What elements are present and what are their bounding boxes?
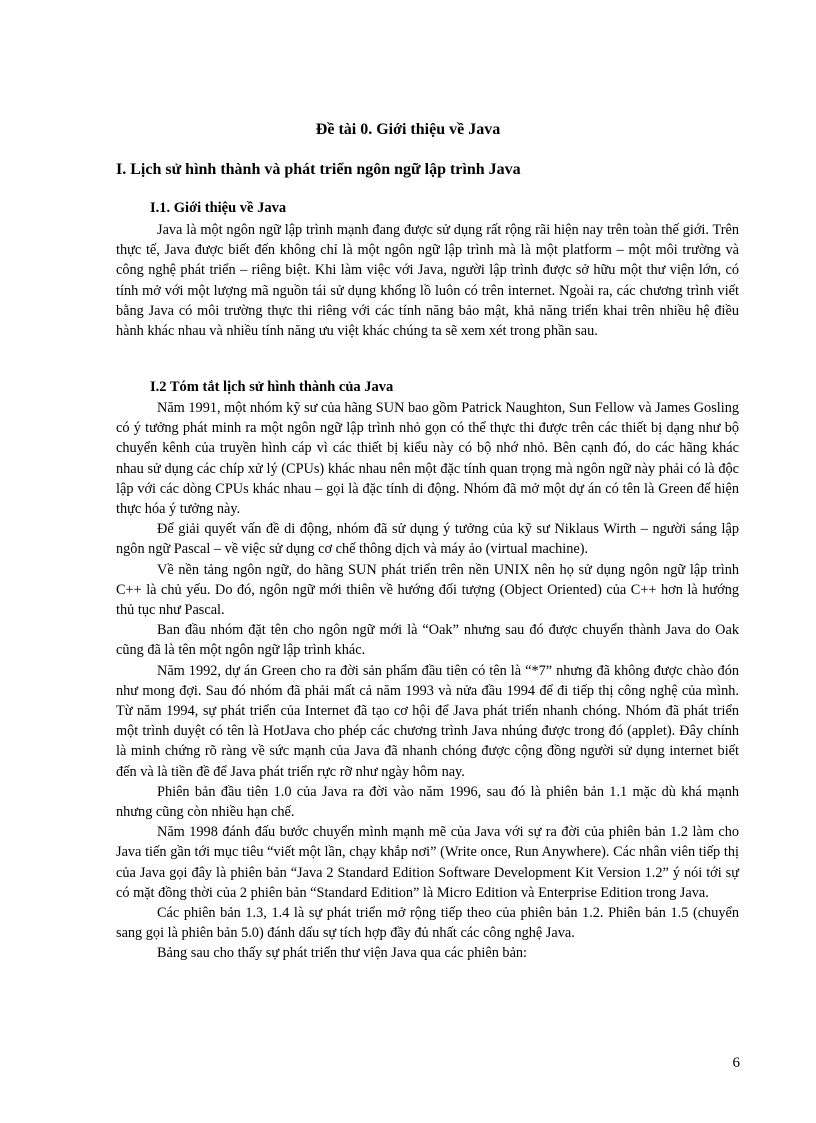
paragraph: Về nền tảng ngôn ngữ, do hãng SUN phát triển trên nền UNIX nên họ sử dụng ngôn ngữ lập trình C++ là chủ yếu. Do đó, ngôn ngữ mới thiên về hướng đối tượng (Object Oriented) của C++ hơn là hướng thủ tục như Pascal. (116, 561, 739, 619)
paragraph: Các phiên bản 1.3, 1.4 là sự phát triển mở rộng tiếp theo của phiên bản 1.2. Phiên bản 1.5 (chuyển sang gọi là phiên bản 5.0) đánh dấu sự tích hợp đầy đủ nhất các công nghệ Java. (116, 905, 739, 942)
paragraph: Để giải quyết vấn đề di động, nhóm đã sử dụng ý tưởng của kỹ sư Niklaus Wirth – người sáng lập ngôn ngữ Pascal – về việc sử dụng cơ chế thông dịch và máy ảo (virtual machine). (116, 521, 739, 558)
paragraph: Phiên bản đầu tiên 1.0 của Java ra đời vào năm 1996, sau đó là phiên bản 1.1 mặc dù khá mạnh nhưng cũng còn nhiều hạn chế. (116, 783, 739, 821)
section-heading-history: I. Lịch sử hình thành và phát triển ngôn ngữ lập trình Java (116, 161, 521, 178)
subsection-heading-history-summary: I.2 Tóm tắt lịch sử hình thành của Java (150, 379, 394, 395)
paragraph: Năm 1991, một nhóm kỹ sư của hãng SUN bao gồm Patrick Naughton, Sun Fellow và James Gosling có ý tưởng phát minh ra một ngôn ngữ lập trình nhỏ gọn có thể thực thi được trên các thiết bị dạng như bộ chuyển kênh của truyền hình cáp vì các thiết bị kiểu này có bộ nhớ nhỏ. Bên cạnh đó, do các hãng khác nhau sử dụng các chíp xử lý (CPUs) khác nhau nên một đặc tính quan trọng mà ngôn ngữ này phải có là độc lập với các dòng CPUs khác nhau – gọi là đặc tính di động. Nhóm đã mở một dự án có tên là Green để hiện thực hóa ý tưởng này. (116, 400, 739, 518)
paragraph: Năm 1992, dự án Green cho ra đời sản phẩm đầu tiên có tên là “*7” nhưng đã không được chào đón như mong đợi. Sau đó nhóm đã phải mất cả năm 1993 và nửa đầu 1994 để đi tiếp thị công nghệ của mình. Từ năm 1994, sự phát triển của Internet đã tạo cơ hội để Java phát triển nhanh chóng. Nhóm đã phát triển một trình duyệt có tên là HotJava cho phép các chương trình Java nhúng được trong đó (applet). Đây chính là minh chứng rõ ràng về sức mạnh của Java đã nhanh chóng được cộng đồng người sử dụng internet biết đến và là tiền đề để Java phát triển rực rỡ như ngày hôm nay. (116, 662, 739, 780)
subsection-body-history-summary (116, 398, 739, 964)
paragraph: Ban đầu nhóm đặt tên cho ngôn ngữ mới là “Oak” nhưng sau đó được chuyển thành Java do Oak cũng đã là tên một ngôn ngữ lập trình khác. (116, 622, 739, 659)
paragraph: Năm 1998 đánh đấu bước chuyển mình mạnh mẽ của Java với sự ra đời của phiên bản 1.2 làm cho Java tiến gần tới mục tiêu “viết một lần, chạy khắp nơi” (Write once, Run Anywhere). Các nhân viên tiếp thị của Java gọi đây là phiên bản “Java 2 Standard Edition Software Development Kit Version 1.2” ý nói tới sự có mặt đồng thời của 2 phiên bản “Standard Edition” là Micro Edition và Enterprise Edition trong Java. (116, 824, 739, 901)
page-title: Đề tài 0. Giới thiệu về Java (315, 121, 501, 138)
page-number: 6 (732, 1055, 740, 1071)
subsection-heading-introduction: I.1. Giới thiệu về Java (150, 200, 287, 216)
paragraph: Java là một ngôn ngữ lập trình mạnh đang được sử dụng rất rộng rãi hiện nay trên toàn thế giới. Trên thực tế, Java được biết đến không chỉ là một ngôn ngữ lập trình mà là một platform – một môi trường và công nghệ phát triển – riêng biệt. Khi làm việc với Java, người lập trình được sở hữu một thư viện lớn, có tính mở với một lượng mã nguồn tái sử dụng khổng lồ luôn có trên internet. Ngoài ra, các chương trình viết bằng Java có môi trường thực thi riêng với các tính năng bảo mật, khả năng triển khai trên nhiều hệ điều hành khác nhau và nhiều tính năng ưu việt khác chúng ta sẽ xem xét trong phần sau. (116, 222, 739, 340)
subsection-body-introduction (116, 220, 739, 341)
paragraph: Bảng sau cho thấy sự phát triển thư viện Java qua các phiên bản: (157, 945, 528, 962)
